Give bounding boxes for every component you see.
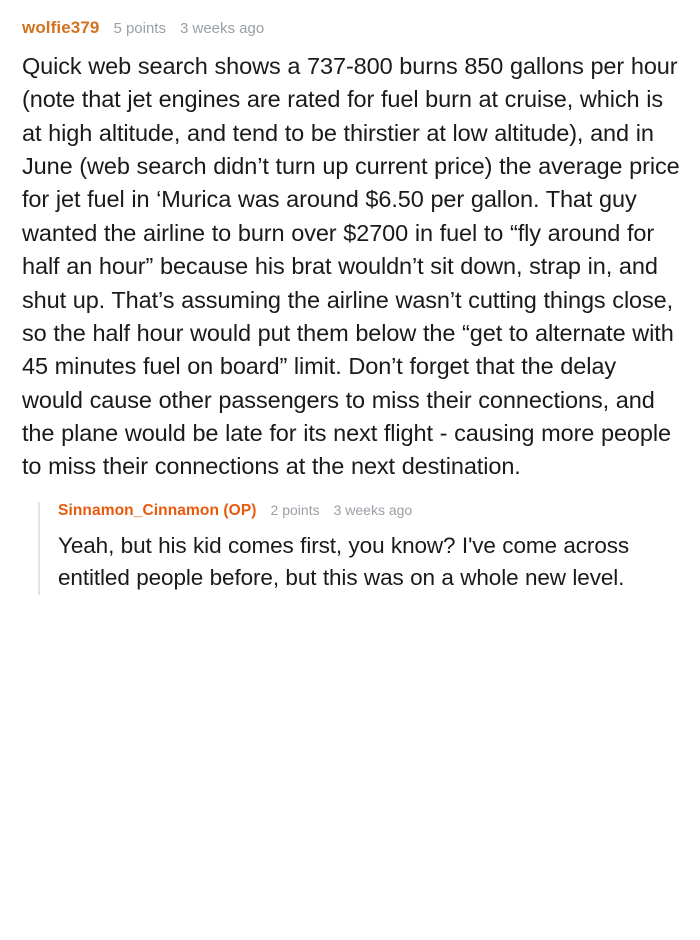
reply-meta bbox=[58, 502, 680, 520]
comment-body: Quick web search shows a 737-800 burns 850 gallons per hour (note that jet engines are rated for fuel burn at cruise, which is at high altitude, and tend to be thirstier at low altitude), and in June (web search didn’t turn up current price) the average price for jet fuel in ‘Murica was around $6.50 per gallon. That guy wanted the airline to burn over $2700 in fuel to “fly around for half an hour” because his brat wouldn’t sit down, strap in, and shut up. That’s assuming the airline wasn’t cutting things close, so the half hour would put them below the “get to alternate with 45 minutes fuel on board” limit. Don’t forget that the delay would cause other passengers to miss their connections, and the plane would be late for its next flight - causing more people to miss their connections at the next destination. bbox=[22, 53, 680, 480]
reply-timestamp: 3 weeks ago bbox=[333, 501, 413, 518]
comment-meta bbox=[22, 18, 680, 38]
comment-timestamp: 3 weeks ago bbox=[179, 20, 265, 37]
reply-author-link[interactable]: Sinnamon_Cinnamon (OP) bbox=[58, 501, 257, 519]
reply-comment bbox=[38, 502, 680, 595]
reply-body: Yeah, but his kid comes first, you know? I've come across entitled people before, but this was on a whole new level. bbox=[58, 532, 630, 591]
reply-score: 2 points bbox=[270, 501, 320, 518]
comment-score: 5 points bbox=[113, 20, 166, 37]
comment-author-link[interactable]: wolfie379 bbox=[22, 18, 100, 37]
